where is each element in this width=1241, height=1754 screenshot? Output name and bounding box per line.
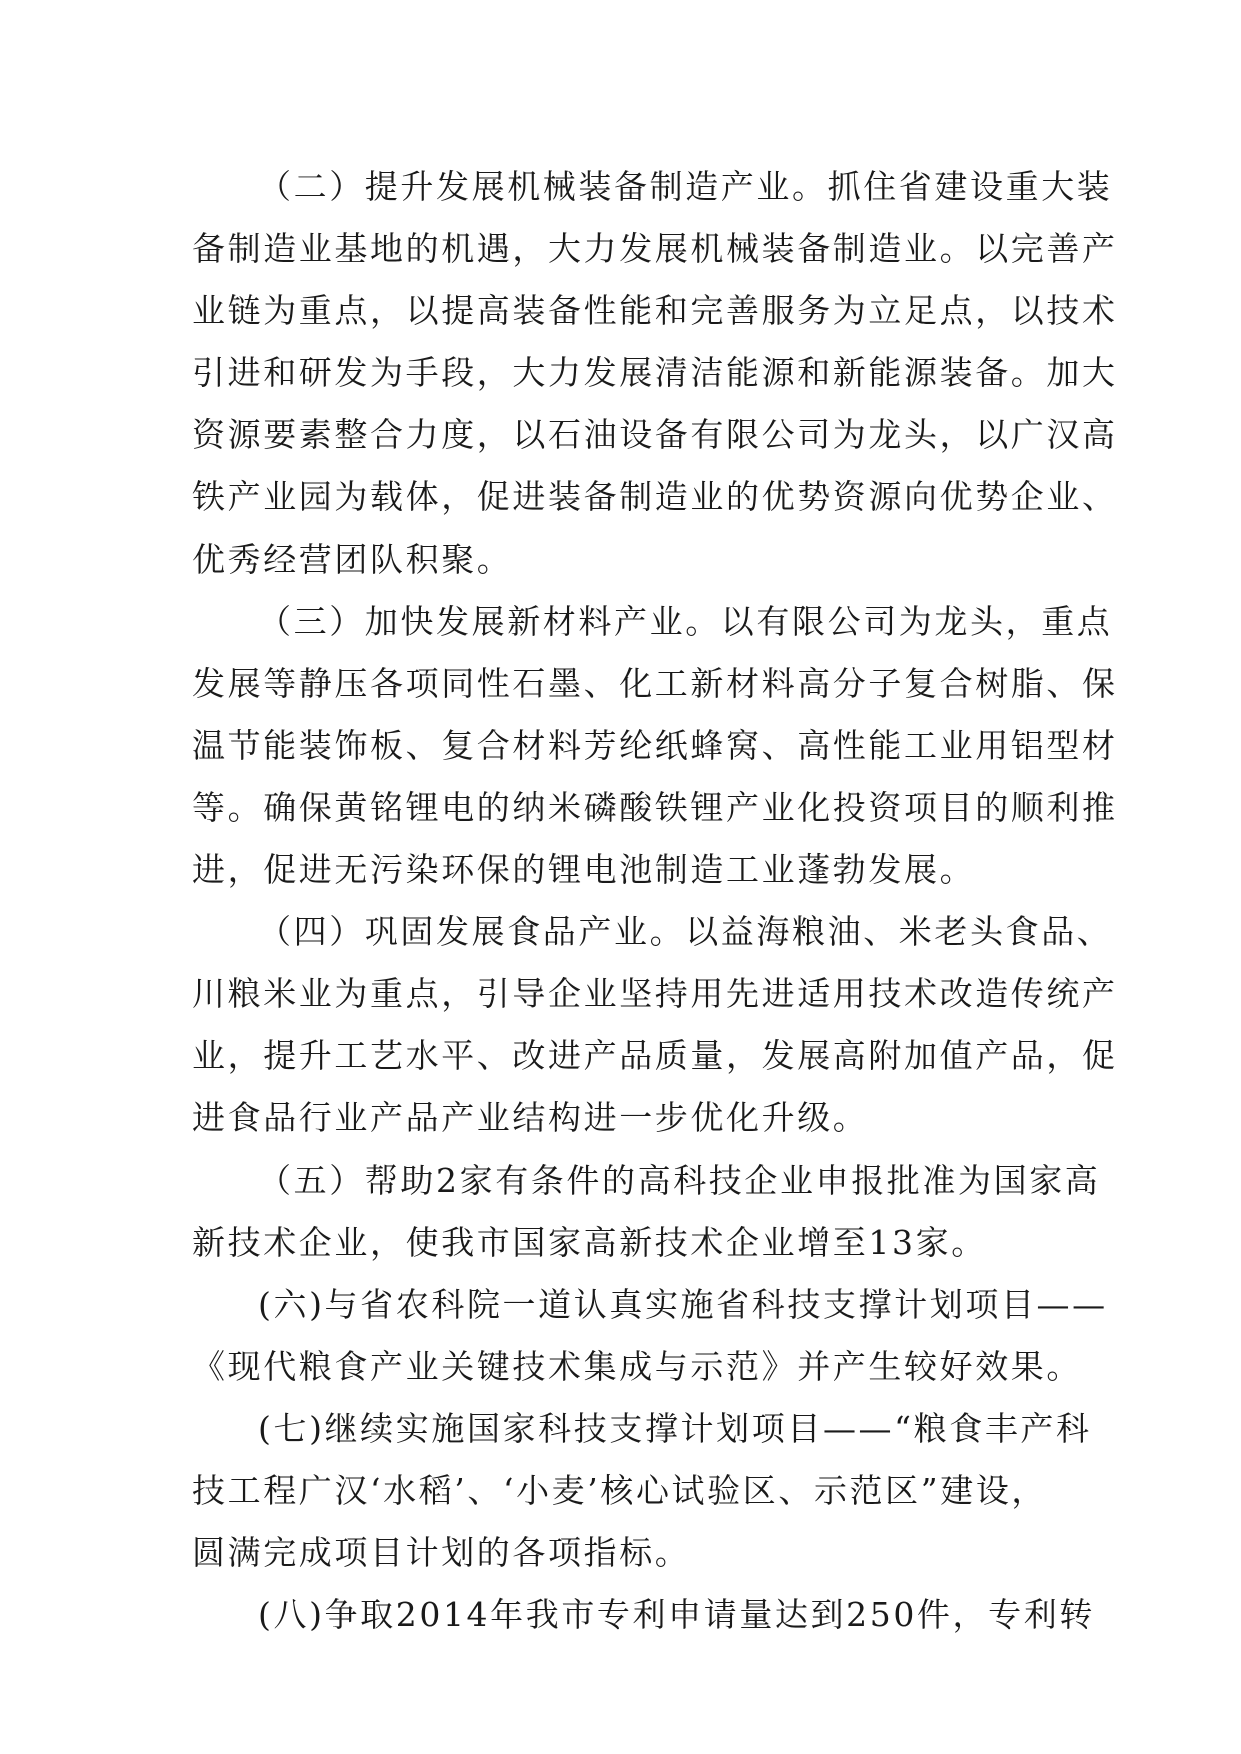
text-line: （五）帮助2家有条件的高科技企业申报批准为国家高 <box>258 1160 1101 1200</box>
text-line: 业，提升工艺水平、改进产品质量，发展高附加值产品，促 <box>192 1036 1118 1076</box>
text-line: （二）提升发展机械装备制造产业。抓住省建设重大装 <box>258 167 1113 206</box>
text-line: 进食品行业产品产业结构进一步优化升级。 <box>192 1098 869 1138</box>
text-line: 业链为重点，以提高装备性能和完善服务为立足点，以技术 <box>192 291 1118 331</box>
text-line: 备制造业基地的机遇，大力发展机械装备制造业。以完善产 <box>192 229 1118 269</box>
text-line: (八)争取2014年我市专利申请量达到250件，专利转 <box>258 1595 1095 1635</box>
text-line: 资源要素整合力度，以石油设备有限公司为龙头，以广汉高 <box>192 415 1118 455</box>
text-line: (七)继续实施国家科技支撑计划项目——“粮食丰产科 <box>258 1408 1092 1448</box>
text-line: 优秀经营团队积聚。 <box>192 539 513 579</box>
text-line: 温节能装饰板、复合材料芳纶纸蜂窝、高性能工业用铝型材 <box>192 725 1118 765</box>
text-line: 引进和研发为手段，大力发展清洁能源和新能源装备。加大 <box>192 353 1118 393</box>
text-line: 技工程广汉‘水稻’、‘小麦’核心试验区、示范区”建设， <box>192 1470 1048 1510</box>
text-line: 川粮米业为重点，引导企业坚持用先进适用技术改造传统产 <box>192 974 1118 1014</box>
text-line: 铁产业园为载体，促进装备制造业的优势资源向优势企业、 <box>192 477 1118 517</box>
text-line: 等。确保黄铭锂电的纳米磷酸铁锂产业化投资项目的顺利推 <box>192 787 1118 827</box>
text-line: （四）巩固发展食品产业。以益海粮油、米老头食品、 <box>258 912 1113 952</box>
text-line: 《现代粮食产业关键技术集成与示范》并产生较好效果。 <box>192 1346 1082 1386</box>
text-line: 圆满完成项目计划的各项指标。 <box>192 1533 691 1573</box>
text-line: (六)与省农科院一道认真实施省科技支撑计划项目—— <box>258 1284 1108 1324</box>
body-text <box>192 156 1118 1646</box>
text-line: （三）加快发展新材料产业。以有限公司为龙头，重点 <box>258 601 1113 641</box>
text-line: 新技术企业，使我市国家高新技术企业增至13家。 <box>192 1222 987 1262</box>
text-line: 进，促进无污染环保的锂电池制造工业蓬勃发展。 <box>192 850 976 890</box>
text-line: 发展等静压各项同性石墨、化工新材料高分子复合树脂、保 <box>192 663 1118 703</box>
